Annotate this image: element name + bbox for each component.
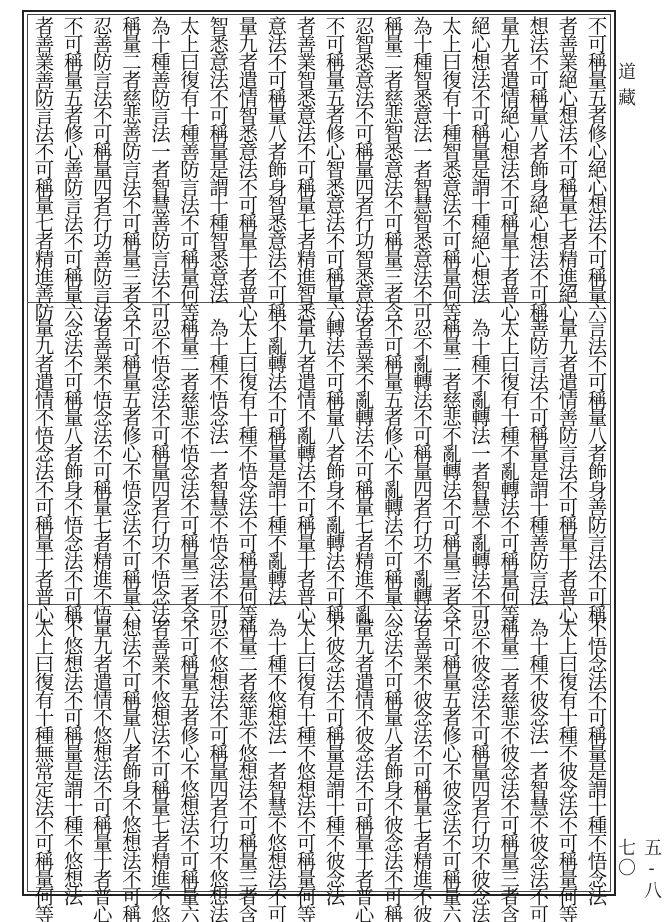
text-column: 者善業不悠想法不可稱量七者精進不悠: [147, 618, 171, 922]
text-column: 不可稱量五者修心智悉意法不可稱量六: [322, 16, 346, 321]
text-column: 忍不悠想法不可稱量四者行功不悠想法: [206, 618, 230, 922]
text-column: 太上曰復有十種不亂轉法不可稱量何等: [497, 318, 521, 623]
text-column: 想法不可稱量八者飾身絕心想法不可稱: [526, 16, 550, 321]
text-column: 不可稱量五者修心善防言法不可稱量六: [60, 16, 84, 321]
text-column: 者善業絕心想法不可稱量七者精進絕心: [555, 16, 579, 321]
text-column: 絕心想法不可稱量是謂十種絕心想法: [468, 16, 492, 303]
text-column: 為十種善防言法一者智慧善防言法不可: [147, 16, 171, 321]
text-column: 量九者遣情不悟念法不可稱量十者普心: [31, 318, 55, 623]
text-column: 量九者遣情不彼念法不可稱量十者普心: [351, 618, 375, 922]
text-column: 太上曰復有十種不悠想法不可稱量何等: [293, 618, 317, 922]
text-column: 太上曰復有十種無常定法不可稱量何等: [31, 618, 55, 922]
text-column: 稱量二者慈悲不彼念法不可稱量三者含: [497, 618, 521, 922]
text-column: 為十種不亂轉法一者智慧不亂轉法不可: [468, 318, 492, 623]
text-column: 不可稱量五者修心不亂轉法不可稱量六: [380, 318, 404, 623]
text-column: 者善業智悉意法不可稱量七者精進智悉: [293, 16, 317, 321]
text-column: 為十種不彼念法一者智慧不彼念法不可: [526, 618, 550, 922]
text-column: 太上曰復有十種善防言法不可稱量何等: [177, 16, 201, 321]
text-column: 忍善防言法不可稱量四者行功善防言法: [89, 16, 113, 321]
text-column: 不亂轉法不可稱量是謂十種不亂轉法: [264, 318, 288, 605]
text-column: 意法不可稱量八者飾身智悉意法不可稱: [264, 16, 288, 321]
text-column: 不可稱量五者修心不彼念法不可稱量六: [438, 618, 462, 922]
text-column: 稱量二者慈悲不悠想法不可稱量三者含: [235, 618, 259, 922]
text-column: 念法不可稱量八者飾身不彼念法不可稱: [380, 618, 404, 922]
text-column: 不可稱量五者修心絕心想法不可稱量六: [584, 16, 608, 321]
text-column: 忍不彼念法不可稱量四者行功不彼念法: [468, 618, 492, 922]
text-column: 者善業不亂轉法不可稱量七者精進不亂: [351, 318, 375, 623]
text-column: 量九者遣情絕心想法不可稱量十者普心: [497, 16, 521, 321]
text-column: 念法不可稱量八者飾身不悟念法不可稱: [60, 318, 84, 623]
text-panel-top: [28, 16, 610, 321]
margin-title: 道藏: [615, 62, 636, 114]
text-column: 不悠想法不可稱量是謂十種不悠想法: [60, 618, 84, 905]
page-number: 五-八七〇: [615, 838, 662, 901]
text-column: 言法不可稱量八者飾身善防言法不可稱: [584, 318, 608, 623]
text-column: 稱量二者慈悲不亂轉法不可稱量三者含: [438, 318, 462, 623]
text-column: 為十種不悟念法一者智慧不悟念法不可: [206, 318, 230, 623]
text-column: 不彼念法不可稱量是謂十種不彼念法: [322, 618, 346, 905]
text-column: 為十種智悉意法一者智慧智悉意法不可: [409, 16, 433, 321]
section-divider-1: [27, 302, 611, 303]
text-column: 忍不悟念法不可稱量四者行功不悟念法: [147, 318, 171, 623]
text-column: 不可稱量五者修心不悠想法不可稱量六: [177, 618, 201, 922]
text-column: 量九者遣情不悠想法不可稱量十者普心: [89, 618, 113, 922]
text-panel-bottom: [28, 618, 610, 922]
text-column: 量九者遣情智悉意法不可稱量十者普心: [235, 16, 259, 321]
section-divider-2: [27, 604, 611, 605]
text-column: 稱量二者慈悲善防言法不可稱量三者含: [118, 16, 142, 321]
text-column: 太上曰復有十種智悉意法不可稱量何等: [438, 16, 462, 321]
text-column: 者善業善防言法不可稱量七者精進善防: [31, 16, 55, 321]
text-column: 太上曰復有十種不悟念法不可稱量何等: [235, 318, 259, 623]
text-column: 智悉意法不可稱量是謂十種智悉意法: [206, 16, 230, 303]
text-column: 稱量二者慈悲不悟念法不可稱量三者含: [177, 318, 201, 623]
text-column: 者善業不悟念法不可稱量七者精進不悟: [89, 318, 113, 623]
text-column: 者善業不彼念法不可稱量七者精進不彼: [409, 618, 433, 922]
text-column: 忍不亂轉法不可稱量四者行功不亂轉法: [409, 318, 433, 623]
text-column: 不可稱量五者修心不悟念法不可稱量六: [118, 318, 142, 623]
text-column: 轉法不可稱量八者飾身不亂轉法不可稱: [322, 318, 346, 623]
text-column: 想法不可稱量八者飾身不悠想法不可稱: [118, 618, 142, 922]
text-column: 太上曰復有十種不彼念法不可稱量何等: [555, 618, 579, 922]
text-panel-middle: [28, 318, 610, 623]
text-column: 量九者遣情善防言法不可稱量十者普心: [555, 318, 579, 623]
text-column: 忍智悉意法不可稱量四者行功智悉意法: [351, 16, 375, 321]
text-column: 善防言法不可稱量是謂十種善防言法: [526, 318, 550, 605]
text-column: 稱量二者慈悲智悉意法不可稱量三者含: [380, 16, 404, 321]
text-column: 不悟念法不可稱量是謂十種不悟念法: [584, 618, 608, 905]
text-column: 為十種不悠想法一者智慧不悠想法不可: [264, 618, 288, 922]
text-column: 量九者遣情不亂轉法不可稱量十者普心: [293, 318, 317, 623]
